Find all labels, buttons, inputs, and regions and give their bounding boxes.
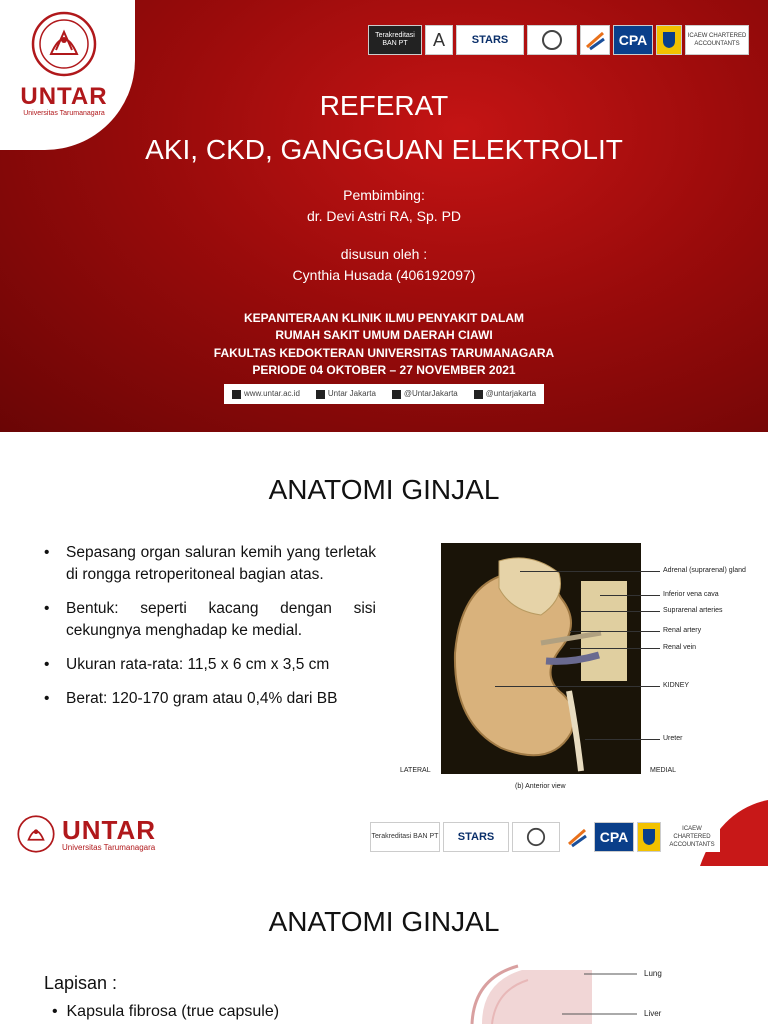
iabee-badge xyxy=(580,25,610,55)
accreditation-badges xyxy=(368,25,749,55)
iabee-badge xyxy=(563,822,591,852)
icaew-badge: ICAEW CHARTERED ACCOUNTANTS xyxy=(685,25,749,55)
accreditation-badge: Terakreditasi BAN PT xyxy=(368,25,422,55)
slide-title: ANATOMI GINJAL xyxy=(268,906,500,937)
title-line-1: REFERAT xyxy=(319,90,449,121)
pembimbing-label: Pembimbing: xyxy=(343,187,425,203)
list-item: • Sepasang organ saluran kemih yang terletak di rongga retroperitoneal bagian atas. xyxy=(44,544,376,583)
accreditation-badge: Terakreditasi BAN PT xyxy=(370,822,440,852)
lapisan-label: Lapisan : xyxy=(44,973,118,993)
facebook-icon xyxy=(316,390,325,399)
cpa-australia-badge: CPA xyxy=(594,822,634,852)
seal-badge xyxy=(512,822,560,852)
untar-subtitle: Universitas Tarumanagara xyxy=(62,842,156,852)
label-suprarenal-arteries: Suprarenal arteries xyxy=(663,607,723,614)
info-line: KEPANITERAAN KLINIK ILMU PENYAKIT DALAM xyxy=(243,311,524,325)
label-adrenal: Adrenal (suprarenal) gland xyxy=(663,567,746,574)
info-line: FAKULTAS KEDOKTERAN UNIVERSITAS TARUMANAGARA xyxy=(213,346,555,360)
label-renal-vein: Renal vein xyxy=(663,644,697,651)
web-icon xyxy=(232,390,241,399)
title-line-2: AKI, CKD, GANGGUAN ELEKTROLIT xyxy=(145,134,623,165)
figure-caption: (b) Anterior view xyxy=(515,783,566,790)
untar-crest-icon xyxy=(16,814,56,854)
label-ureter: Ureter xyxy=(663,735,683,742)
social-link-instagram[interactable]: @untarjakarta xyxy=(474,389,536,398)
footer-untar-logo xyxy=(16,814,156,854)
title-slide xyxy=(0,0,768,432)
social-link-twitter[interactable]: @UntarJakarta xyxy=(392,389,458,398)
layer-illustration xyxy=(462,962,642,1024)
grade-a-badge: A xyxy=(425,25,453,55)
pembimbing-name: dr. Devi Astri RA, Sp. PD xyxy=(306,208,462,224)
info-line: RUMAH SAKIT UMUM DAERAH CIAWI xyxy=(275,328,493,342)
untar-subtitle: Universitas Tarumanagara xyxy=(23,110,105,117)
label-kidney: KIDNEY xyxy=(663,682,690,689)
label-liver: Liver xyxy=(644,1009,662,1018)
footer-accreditation-badges xyxy=(370,822,720,852)
untar-crest-icon xyxy=(29,10,99,78)
anatomy-slide-2 xyxy=(0,866,768,1024)
crest-badge xyxy=(656,25,682,55)
icaew-badge: ICAEW CHARTERED ACCOUNTANTS xyxy=(664,822,720,852)
untar-wordmark: UNTAR xyxy=(62,814,157,845)
cpa-australia-badge: CPA xyxy=(613,25,653,55)
label-medial: MEDIAL xyxy=(650,767,677,774)
social-link-web[interactable]: www.untar.ac.id xyxy=(232,389,300,398)
social-links-bar xyxy=(224,384,544,404)
untar-wordmark: UNTAR xyxy=(20,83,108,110)
disusun-name: Cynthia Husada (406192097) xyxy=(292,267,476,283)
twitter-icon xyxy=(392,390,401,399)
label-lung: Lung xyxy=(644,969,662,978)
list-item: • Berat: 120-170 gram atau 0,4% dari BB xyxy=(44,690,338,707)
anatomy-slide xyxy=(0,432,768,866)
label-renal-artery: Renal artery xyxy=(663,627,702,634)
list-item: • Kapsula fibrosa (true capsule) xyxy=(52,1003,280,1020)
info-line: PERIODE 04 OKTOBER – 27 NOVEMBER 2021 xyxy=(252,363,516,377)
label-ivc: Inferior vena cava xyxy=(663,591,719,598)
label-lateral: LATERAL xyxy=(400,767,431,774)
disusun-label: disusun oleh : xyxy=(340,246,428,262)
list-item: • Ukuran rata-rata: 11,5 x 6 cm x 3,5 cm xyxy=(44,656,330,673)
qs-stars-badge: STARS xyxy=(456,25,524,55)
qs-stars-badge: STARS xyxy=(443,822,509,852)
seal-badge xyxy=(527,25,577,55)
bullet-list xyxy=(44,542,376,722)
crest-badge xyxy=(637,822,661,852)
list-item: • Bentuk: seperti kacang dengan sisi cekungnya menghadap ke medial. xyxy=(44,600,376,639)
slide-title: ANATOMI GINJAL xyxy=(268,474,500,505)
social-link-facebook[interactable]: Untar Jakarta xyxy=(316,389,376,398)
instagram-icon xyxy=(474,390,483,399)
